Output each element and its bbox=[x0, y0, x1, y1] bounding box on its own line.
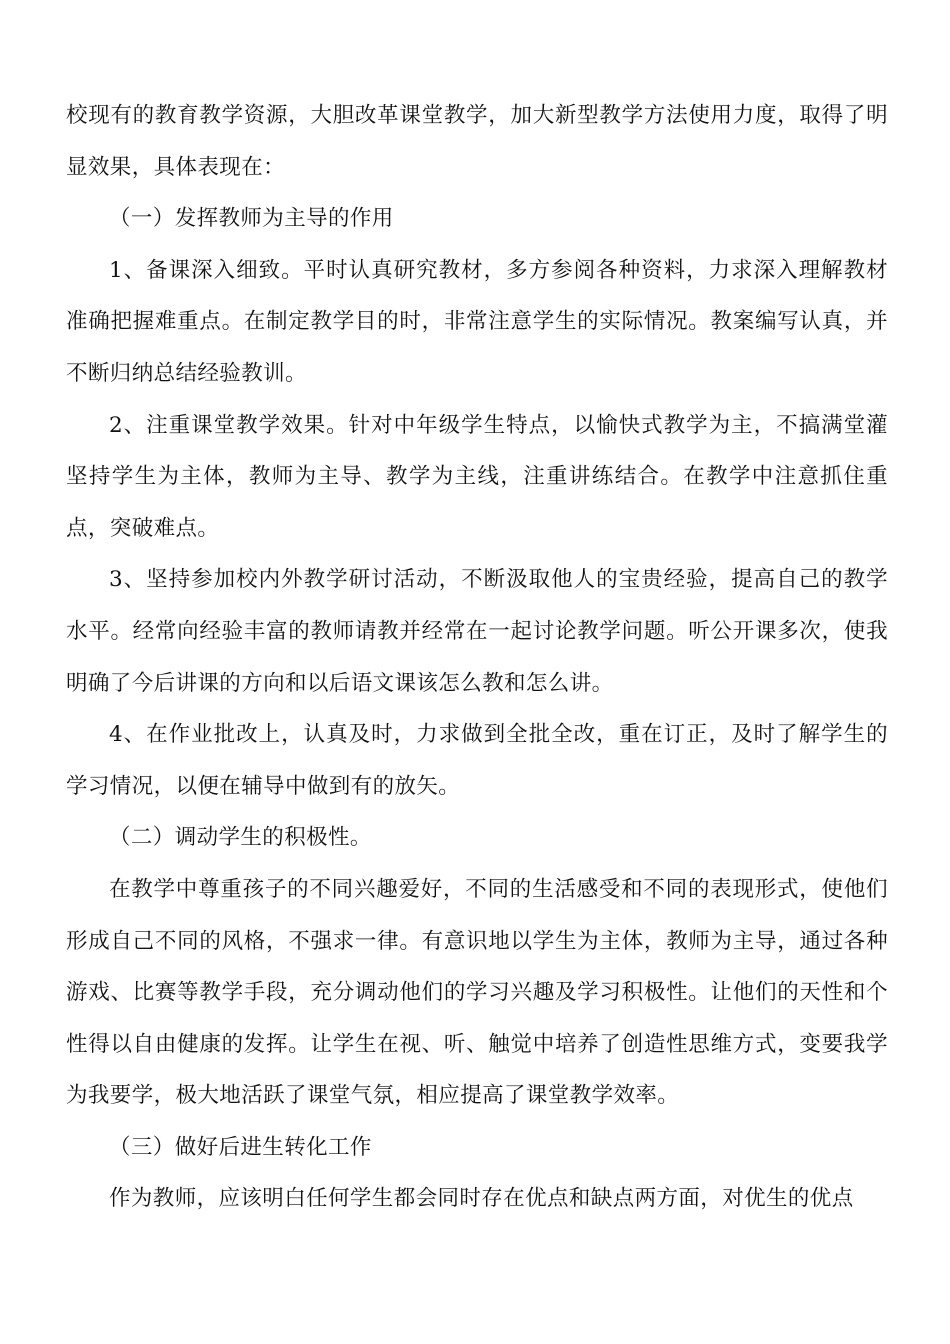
paragraph-item-2: 2、注重课堂教学效果。针对中年级学生特点，以愉快式教学为主，不搞满堂灌坚持学生为主体，教师为主导、教学为主线，注重讲练结合。在教学中注意抓住重点，突破难点。 bbox=[66, 412, 888, 541]
paragraph-underachievers: 作为教师，应该明白任何学生都会同时存在优点和缺点两方面，对优生的优点 bbox=[109, 1186, 854, 1212]
section-heading-3: （三）做好后进生转化工作 bbox=[109, 1134, 372, 1160]
paragraph-intro: 校现有的教育教学资源，大胆改革课堂教学，加大新型教学方法使用力度，取得了明显效果，具体表现在： bbox=[66, 103, 888, 180]
paragraph-item-1: 1、备课深入细致。平时认真研究教材，多方参阅各种资料，力求深入理解教材准确把握难重点。在制定教学目的时，非常注意学生的实际情况。教案编写认真，并不断归纳总结经验教训。 bbox=[66, 257, 888, 386]
paragraph-item-4: 4、在作业批改上，认真及时，力求做到全批全改，重在订正，及时了解学生的学习情况，以便在辅导中做到有的放矢。 bbox=[66, 722, 888, 799]
section-heading-1: （一）发挥教师为主导的作用 bbox=[109, 206, 394, 232]
section-heading-2: （二）调动学生的积极性。 bbox=[109, 825, 372, 851]
paragraph-item-3: 3、坚持参加校内外教学研讨活动，不断汲取他人的宝贵经验，提高自己的教学水平。经常向经验丰富的教师请教并经常在一起讨论教学问题。听公开课多次，使我明确了今后讲课的方向和以后语文课该怎么教和怎么讲。 bbox=[66, 567, 888, 696]
paragraph-motivation: 在教学中尊重孩子的不同兴趣爱好，不同的生活感受和不同的表现形式，使他们形成自己不同的风格，不强求一律。有意识地以学生为主体，教师为主导，通过各种游戏、比赛等教学手段，充分调动他们的学习兴趣及学习积极性。让他们的天性和个性得以自由健康的发挥。让学生在视、听、触觉中培养了创造性思维方式，变要我学为我要学，极大地活跃了课堂气氛，相应提高了课堂教学效率。 bbox=[66, 876, 888, 1109]
